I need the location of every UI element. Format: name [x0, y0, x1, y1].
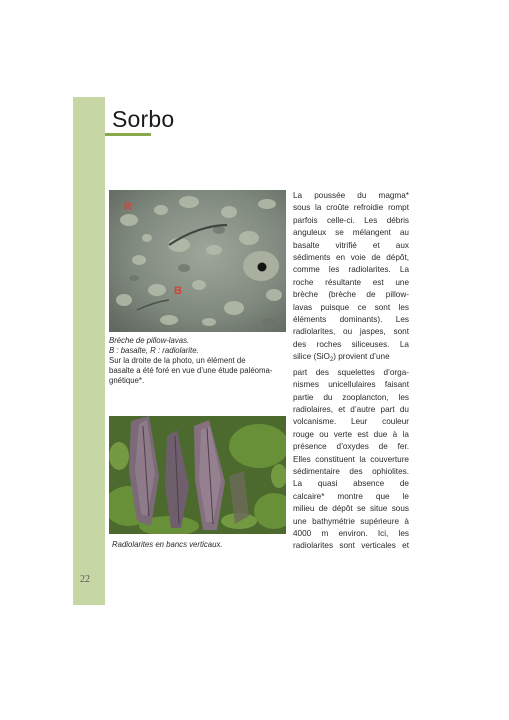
body-line: volcanisme. Leur couleur: [293, 417, 409, 427]
body-line: éléments dominants). Les: [293, 315, 409, 325]
body-line: anguleux se mélangent au: [293, 228, 409, 238]
body-line-silica: [293, 351, 409, 366]
body-line: milieu de dépôt se situe sous: [293, 504, 409, 514]
body-line: comme les radiolarites. La: [293, 265, 409, 275]
body-line: 4000 m environ. Ici, les: [293, 528, 409, 538]
body-line: calcaire* montre que le: [293, 491, 409, 501]
body-line: radiolarites sont verticales et: [293, 541, 409, 551]
body-line: présence d’oxydes de fer.: [293, 442, 409, 452]
body-line: parfois celle-ci. Les débris: [293, 215, 409, 225]
caption-line: Sur la droite de la photo, un élément de: [109, 356, 246, 365]
title-underline: [105, 133, 151, 136]
label-b: B: [174, 285, 182, 297]
body-line: partie du zooplancton, les: [293, 392, 409, 402]
body-line: Elles constituent la couverture: [293, 454, 409, 464]
page-number: 22: [80, 574, 90, 585]
body-line: lavas puisque ce sont les: [293, 302, 409, 312]
caption-line: gnétique*.: [109, 376, 145, 385]
body-line: part des squelettes d’orga-: [293, 367, 409, 377]
breccia-photo: [109, 190, 286, 332]
body-line: une bathymétrie supérieure à: [293, 516, 409, 526]
body-fragment: ) provient d’une: [333, 352, 390, 362]
side-color-band: [73, 97, 105, 605]
body-line: sédimentaire des ophiolites.: [293, 466, 409, 476]
label-r: R: [124, 201, 132, 213]
subscript: 2: [329, 357, 334, 364]
page-title: Sorbo: [112, 106, 175, 132]
caption-line: B : basalte, R : radiolarite.: [109, 346, 199, 355]
breccia-caption: [109, 336, 291, 386]
body-line: roche résultante est une: [293, 277, 409, 287]
body-line: radiolaires, et d’autre part du: [293, 404, 409, 414]
body-line: basalte vitrifié et aux: [293, 240, 409, 250]
body-text: [293, 190, 409, 553]
body-line: rouge ou verte est due à la: [293, 429, 409, 439]
body-line: La poussée du magma*: [293, 191, 409, 200]
caption-line: Brèche de pillow-lavas.: [109, 336, 190, 345]
body-line: sédiments en voie de dépôt,: [293, 253, 409, 263]
body-line: nismes unicellulaires faisant: [293, 380, 409, 390]
body-line: radiolarites, ou jaspes, sont: [293, 327, 409, 337]
radiolarite-caption: Radiolarites en bancs verticaux.: [112, 540, 223, 549]
radiolarite-photo: [109, 416, 286, 534]
body-line: La quasi absence de: [293, 479, 409, 489]
body-line: sous la croûte refroidie rompt: [293, 203, 409, 213]
body-fragment: silice (SiO: [293, 352, 330, 362]
body-line: brèche (brèche de pillow-: [293, 290, 409, 300]
body-line: des roches siliceuses. La: [293, 339, 409, 349]
caption-line: basalte a été foré en vue d’une étude paléoma-: [109, 366, 273, 375]
